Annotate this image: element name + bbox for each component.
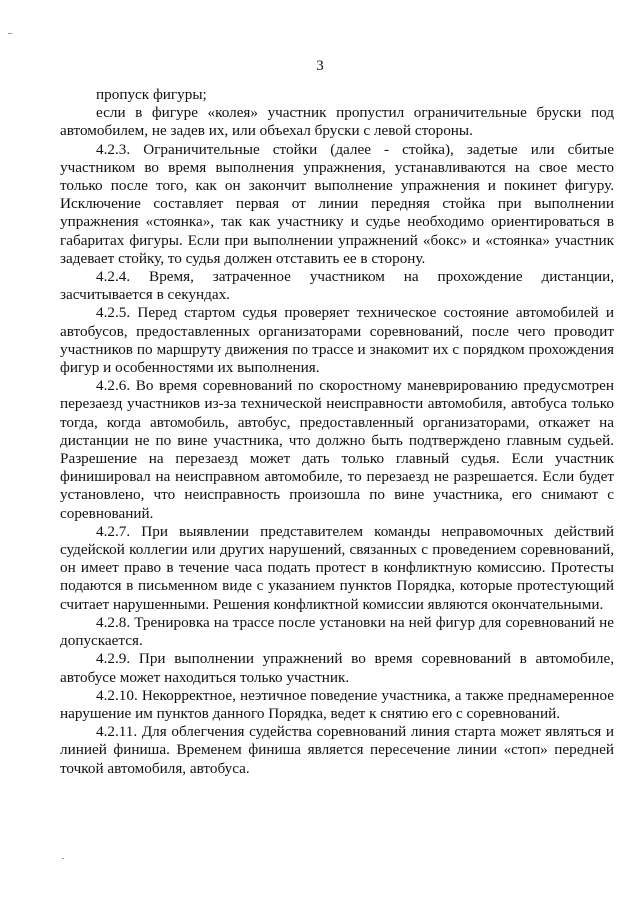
paragraph: пропуск фигуры; bbox=[96, 86, 207, 103]
paragraph-4-2-8: 4.2.8. Тренировка на трассе после установки на ней фигур для соревнований не допускается. bbox=[60, 613, 614, 650]
paragraph-4-2-5: 4.2.5. Перед стартом судья проверяет техническое состояние автомобилей и автобусов, предоставленных организаторами соревнований, после чего проводит участников по маршруту движения по трассе и знакомит их с порядком прохождения фигур и особенностями их выполнения. bbox=[60, 304, 614, 377]
scan-mark bbox=[8, 33, 12, 34]
paragraph-4-2-9: 4.2.9. При выполнении упражнений во время соревнований в автомобиле, автобусе может находиться только участник. bbox=[60, 650, 614, 686]
paragraph-4-2-7: 4.2.7. При выявлении представителем команды неправомочных действий судейской коллегии или других нарушений, связанных с проведением соревнований, он имеет право в течение часа подать протест в конфликтную комиссию. Протесты подаются в письменном виде с указанием пунктов Порядка, которые протестующий считает нарушенными. Решения конфликтной комиссии являются окончательными. bbox=[60, 522, 614, 613]
paragraph-4-2-3: 4.2.3. Ограничительные стойки (далее - стойка), задетые или сбитые участником во время выполнения упражнения, устанавливаются на свое место только после того, как он закончит выполнение упражнения и покинет фигуру. Исключение составляет первая от линии передняя стойка при выполнении упражнения «стоянка», так как участнику и судье необходимо ориентироваться в габаритах фигуры. Если при выполнении упражнений «бокс» и «стоянка» участник задевает стойку, то судья должен отставить ее в сторону. bbox=[60, 140, 614, 267]
paragraph-4-2-10: 4.2.10. Некорректное, неэтичное поведение участника, а также преднамеренное нарушение им пунктов данного Порядка, ведет к снятию его с соревнований. bbox=[60, 686, 614, 722]
paragraph-4-2-4: 4.2.4. Время, затраченное участником на прохождение дистанции, засчитывается в секундах. bbox=[60, 268, 614, 304]
page-number: 3 bbox=[316, 58, 324, 74]
paragraph: если в фигуре «колея» участник пропустил ограничительные бруски под автомобилем, не задев их, или объехал бруски с левой стороны. bbox=[60, 104, 614, 140]
document-body bbox=[60, 86, 614, 778]
paragraph-4-2-11: 4.2.11. Для облегчения судейства соревнований линия старта может являться и линией финиша. Временем финиша является пересечение линии «стоп» передней точкой автомобиля, автобуса. bbox=[60, 723, 614, 777]
paragraph-4-2-6: 4.2.6. Во время соревнований по скоростному маневрированию предусмотрен перезаезд участников из-за технической неисправности автомобиля, автобуса только тогда, когда автомобиль, автобус, предоставленный организаторами, откажет на дистанции не по вине участника, что должно быть подтверждено главным судьей. Разрешение на перезаезд может дать только главный судья. Если участник финишировал на неисправном автомобиле, то перезаезд не разрешается. Если будет установлено, что неисправность произошла по вине участника, его снимают с соревнований. bbox=[60, 377, 614, 522]
scan-mark bbox=[62, 858, 64, 859]
